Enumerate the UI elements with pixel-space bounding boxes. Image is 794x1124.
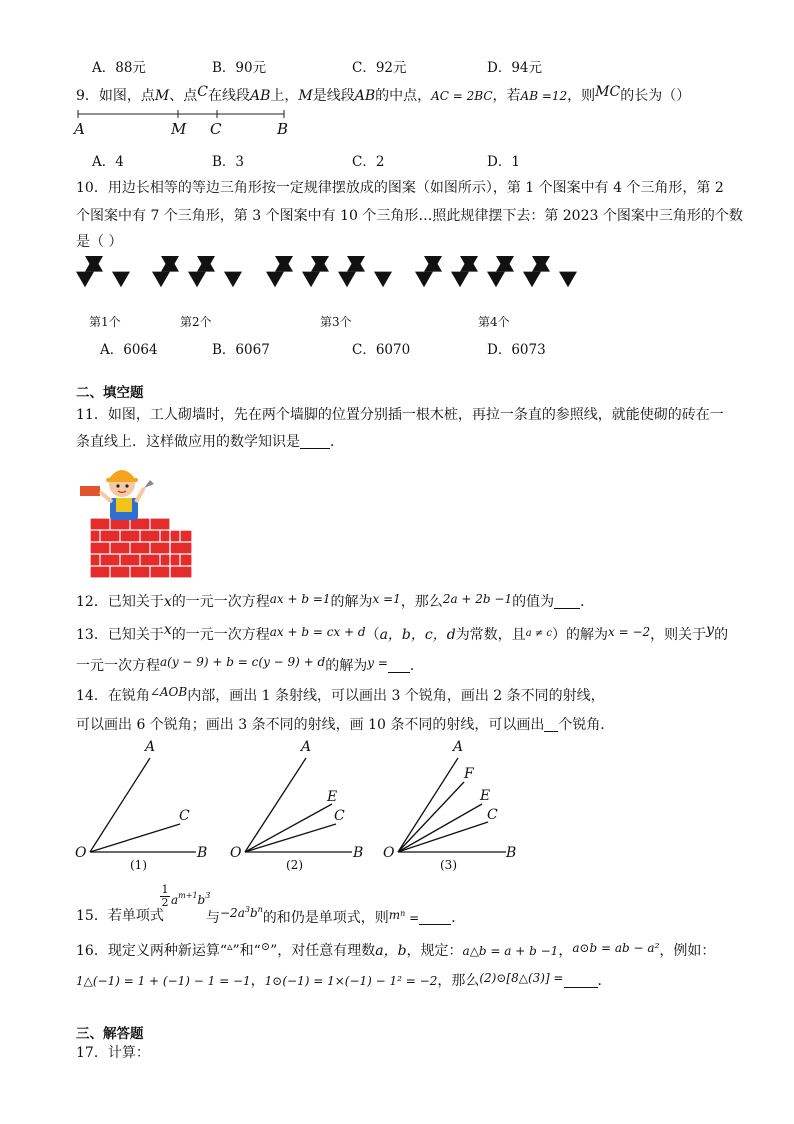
- pattern3-bottom-triangle: [374, 272, 392, 288]
- ray-oa-3: [398, 758, 458, 852]
- ray-oa-2: [245, 758, 306, 852]
- q9-stem: 9．如图，点M、点C在线段AB上，M是线段AB的中点，AC = 2BC，若AB =12，则MC的长为（）: [76, 84, 691, 104]
- q16-stem-line2: 1△(−1) = 1 + (−1) − 1 = −1，1⊙(−1) = 1×(−1) − 1² = −2，那么(2)⊙[8△(3)] = ．: [76, 971, 612, 989]
- pattern1-bottom-triangle: [112, 272, 130, 288]
- q9-option-b: B．3: [212, 154, 245, 170]
- fig3-label-a: A: [453, 739, 464, 755]
- q14-angle-figures: [70, 738, 530, 878]
- q14-stem-line2: 可以画出 6 个锐角；画出 3 条不同的射线，画 10 条不同的射线，可以画出 个锐角．: [76, 717, 615, 733]
- q11-stem-line2: 条直线上．这样做应用的数学知识是 ．: [76, 434, 344, 450]
- pattern3-bottom-triangle: [338, 272, 356, 288]
- q10-stem-line2: 个图案中有 7 个三角形，第 3 个图案中有 10 个三角形…照此规律摆下去：第 2023 个图案中三角形的个数: [76, 208, 743, 224]
- q9-segment-figure: [72, 106, 302, 142]
- q17-stem: 17．计算：: [76, 1045, 150, 1061]
- q14-answer-blank: [544, 717, 558, 732]
- q9-label-a: A: [74, 120, 85, 138]
- fig1-label-c: C: [179, 808, 190, 824]
- pattern3-bottom-triangle: [302, 272, 320, 288]
- pattern4-bottom-triangle: [415, 272, 433, 288]
- worker-figure: [80, 470, 154, 520]
- pattern4-bottom-triangle: [487, 272, 505, 288]
- q9-option-d: D．1: [487, 154, 520, 170]
- q13-stem-line2: 一元一次方程a(y − 9) + b = c(y − 9) + d的解为y = ．: [76, 655, 424, 674]
- fig2-label-e: E: [327, 789, 338, 805]
- pattern2-bottom-triangle: [152, 272, 170, 288]
- section-fill-in-heading: 二、填空题: [76, 385, 144, 401]
- q9-label-b: B: [277, 120, 289, 138]
- q15-fraction: 1 2: [161, 883, 169, 909]
- fig1-caption: (1): [130, 858, 147, 872]
- q10-stem-line3: 是（ ）: [76, 234, 123, 250]
- q14-stem-line1: 14．在锐角∠AOB内部，画出 1 条射线，可以画出 3 个锐角，画出 2 条不同的射线，: [76, 685, 605, 704]
- q15-monomial-1: $a^{m+1}b^3$: [171, 891, 211, 907]
- fig3-label-o: O: [383, 845, 395, 861]
- fig3-label-b: B: [506, 845, 517, 861]
- pattern2-bottom-triangle: [188, 272, 206, 288]
- q10-option-d: D．6073: [487, 342, 546, 358]
- q8-option-c: C．92元: [352, 60, 407, 76]
- pattern4-bottom-triangle: [451, 272, 469, 288]
- q8-option-b: B．90元: [212, 60, 267, 76]
- q10-option-a: A．6064: [100, 342, 158, 358]
- q16-answer-blank: [564, 973, 598, 988]
- fig2-label-a: A: [301, 739, 312, 755]
- ray-oc-2: [245, 824, 336, 852]
- fig2-label-c: C: [334, 808, 345, 824]
- q10-stem-line1: 10．用边长相等的等边三角形按一定规律摆放成的图案（如图所示），第 1 个图案中有 4 个三角形，第 2: [76, 180, 724, 196]
- fig3-caption: (3): [440, 858, 457, 872]
- worker-bricklaying-illustration: [74, 458, 196, 580]
- q12-stem: 12．已知关于x的一元一次方程ax + b =1的解为x =1，那么2a + 2b −1的值为 ．: [76, 592, 595, 610]
- q10-option-b: B．6067: [212, 342, 270, 358]
- q10-triangle-patterns: [70, 252, 590, 310]
- pattern4-bottom-triangle: [523, 272, 541, 288]
- q8-option-a: A．88元: [92, 60, 146, 76]
- q10-caption-3: 第3个: [320, 315, 352, 329]
- q8-option-d: D．94元: [487, 60, 543, 76]
- section-solve-heading: 三、解答题: [76, 1026, 144, 1042]
- q9-option-a: A．4: [92, 154, 124, 170]
- pattern4-bottom-triangle: [559, 272, 577, 288]
- fig3-label-f: F: [464, 766, 474, 782]
- fig3-label-e: E: [480, 788, 491, 804]
- q9-option-c: C．2: [352, 154, 385, 170]
- q9-label-c: C: [210, 120, 222, 138]
- q13-answer-blank: [388, 658, 410, 673]
- q12-answer-blank: [554, 594, 580, 609]
- q10-option-c: C．6070: [352, 342, 411, 358]
- q15-answer-blank: [419, 910, 451, 925]
- ray-oe-2: [245, 804, 332, 852]
- ray-oa-1: [90, 758, 150, 852]
- fig1-label-a: A: [145, 739, 156, 755]
- pattern2-bottom-triangle: [224, 272, 242, 288]
- q9-label-m: M: [171, 120, 187, 138]
- q11-answer-blank: [300, 434, 330, 449]
- fig2-caption: (2): [286, 858, 303, 872]
- q15-label-start: 15．若单项式: [76, 908, 164, 924]
- q10-caption-2: 第2个: [180, 315, 212, 329]
- fig1-label-b: B: [197, 845, 208, 861]
- fig1-label-o: O: [75, 845, 87, 861]
- q10-caption-1: 第1个: [89, 315, 121, 329]
- fig2-label-o: O: [230, 845, 242, 861]
- ray-oc-1: [90, 824, 180, 852]
- q10-caption-4: 第4个: [478, 315, 510, 329]
- brick-wall: [90, 518, 192, 578]
- pattern3-bottom-triangle: [266, 272, 284, 288]
- fig3-label-c: C: [487, 807, 498, 823]
- q16-stem-line1: 16．现定义两种新运算“▵”和“⊙”，对任意有理数a，b，规定：a△b = a + b −1，a⊙b = ab − a²，例如：: [76, 940, 716, 959]
- q13-stem-line1: 13．已知关于x的一元一次方程ax + b = cx + d（a，b，c，d为常数，且$^{a \ne c}$）的解为x = −2，则关于y的: [76, 622, 729, 643]
- q15-stem-rest: 与$-2a^3b^n$的和仍是单项式，则$m^n$ = ．: [206, 905, 466, 926]
- q11-stem-line1: 11．如图，工人砌墙时，先在两个墙脚的位置分别插一根木桩，再拉一条直的参照线，就能使砌的砖在一: [76, 407, 724, 423]
- pattern1-bottom-triangle: [76, 272, 94, 288]
- fig2-label-b: B: [353, 845, 364, 861]
